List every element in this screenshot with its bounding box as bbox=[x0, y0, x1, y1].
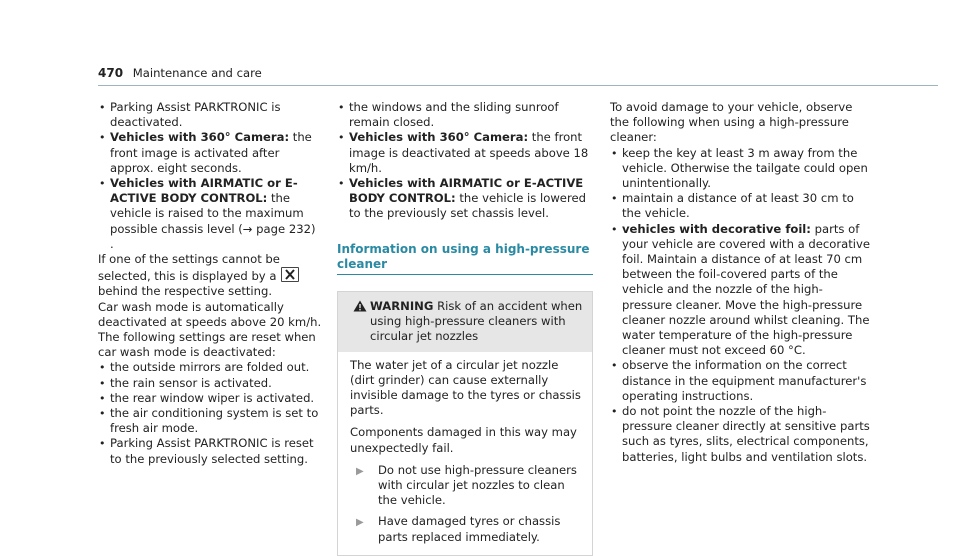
warning-body bbox=[338, 352, 592, 555]
warning-box bbox=[337, 291, 593, 556]
list-items-a bbox=[98, 100, 322, 252]
warning-heading: Risk of an accident when using high-pressure cleaners with circular jet nozzles bbox=[370, 299, 583, 344]
list-item: • the rear window wiper is activated. bbox=[98, 391, 322, 406]
action-item: ▶ Do not use high-pressure cleaners with circular jet nozzles to clean the vehicle. bbox=[356, 462, 577, 508]
list-items-b bbox=[98, 360, 322, 466]
list-item: • the outside mirrors are folded out. bbox=[98, 360, 322, 375]
list-item: • Vehicles with 360° Camera: the front image is activated after approx. eight seconds. bbox=[98, 130, 322, 176]
paragraph: To avoid damage to your vehicle, observe the following when using a high-pressure cleaner: bbox=[610, 100, 853, 145]
paragraph: Car wash mode is automatically deactivated at speeds above 20 km/h. bbox=[98, 299, 322, 329]
list-item: • the air conditioning system is set to fresh air mode. bbox=[98, 406, 322, 436]
list-item: • maintain a distance of at least 30 cm to the vehicle. bbox=[610, 191, 872, 221]
action-item: ▶ Have damaged tyres or chassis parts replaced immediately. bbox=[356, 514, 561, 544]
x-symbol-icon bbox=[281, 267, 299, 282]
list-item: • the rain sensor is activated. bbox=[98, 376, 322, 391]
arrow-right-icon: ▶ bbox=[356, 465, 364, 477]
list-items bbox=[610, 146, 872, 465]
page-number: 470 bbox=[98, 66, 124, 80]
list-item: • Parking Assist PARKTRONIC is reset to the previously selected setting. bbox=[98, 436, 322, 466]
paragraph: If one of the settings cannot be selected, this is displayed by a behind the respective setting. bbox=[98, 252, 322, 300]
header-divider bbox=[98, 85, 938, 86]
list-item: • observe the information on the correct distance in the equipment manufacturer's operating instructions. bbox=[610, 358, 872, 404]
list-item: • Vehicles with AIRMATIC or E-ACTIVE BODY CONTROL: the vehicle is raised to the maximum possible chassis level (→ page 232) . bbox=[98, 176, 322, 252]
column-3 bbox=[610, 100, 872, 465]
list-item: • the windows and the sliding sunroof remain closed. bbox=[337, 100, 593, 130]
list-item: • vehicles with decorative foil: parts of your vehicle are covered with a decorative foil. Maintain a distance of at least 70 cm between the foil-covered parts of the vehicle and the nozzle of the high-pressure cleaner. Move the high-pressure cleaner nozzle around whilst cleaning. The water temperature of the high-pressure cleaner must not exceed 60 °C. bbox=[610, 222, 872, 359]
warning-triangle-icon bbox=[353, 300, 367, 316]
list-item: • Vehicles with 360° Camera: the front image is deactivated at speeds above 18 km/h. bbox=[337, 130, 593, 176]
list-items bbox=[337, 100, 593, 222]
arrow-right-icon: ▶ bbox=[356, 517, 364, 529]
page-header bbox=[98, 66, 938, 84]
warning-text: Components damaged in this way may unexpectedly fail. bbox=[350, 425, 577, 455]
warning-label: WARNING bbox=[370, 299, 434, 314]
section-heading: Information on using a high-pressure cleaner bbox=[337, 242, 593, 275]
list-item: • do not point the nozzle of the high-pressure cleaner directly at sensitive parts such as tyres, slits, electrical components, batteries, light bulbs and ventilation slots. bbox=[610, 404, 872, 465]
list-item: • keep the key at least 3 m away from the vehicle. Otherwise the tailgate could open unintentionally. bbox=[610, 146, 872, 192]
list-item: • Parking Assist PARKTRONIC is deactivated. bbox=[98, 100, 322, 130]
warning-header bbox=[338, 292, 592, 352]
list-item: • Vehicles with AIRMATIC or E-ACTIVE BODY CONTROL: the vehicle is lowered to the previously set chassis level. bbox=[337, 176, 593, 222]
section-name: Maintenance and care bbox=[132, 66, 262, 80]
column-2 bbox=[337, 100, 593, 556]
paragraph: The following settings are reset when car wash mode is deactivated: bbox=[98, 330, 316, 360]
column-1 bbox=[98, 100, 322, 467]
warning-text: The water jet of a circular jet nozzle (dirt grinder) can cause externally invisible damage to the tyres or chassis parts. bbox=[350, 357, 581, 418]
